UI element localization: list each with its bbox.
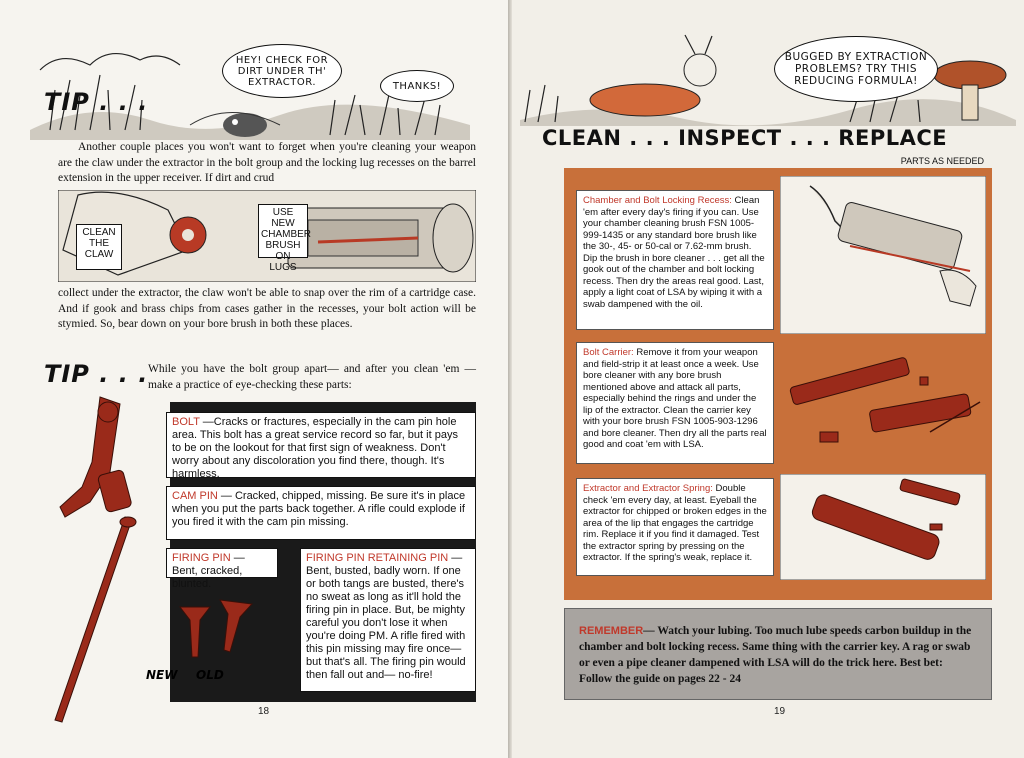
section-extractor-text: Double check 'em every day, at least. Eyeball the extractor for chipped or broken edges in the area of the lip that engages the cartridge rim. Replace it if you find it damaged. Test the extractor spring by pressing on the extractor. If the spring's weak, replace it. [583, 483, 767, 563]
page-number-right: 19 [774, 706, 786, 717]
chamber-brush-illustration [780, 176, 986, 334]
section-extractor-title: Extractor and Extractor Spring: [583, 483, 713, 494]
bolt-carrier-illustration [780, 342, 986, 466]
section-chamber [576, 190, 774, 330]
section-extractor [576, 478, 774, 576]
retaining-pin-old [220, 600, 252, 652]
callout-retaining-pin-text: — Bent, busted, badly worn. If one or both tangs are busted, there's no sweat as long as it'll hold the firing pin in place. But, be mighty careful you don't lose it when you're doing PM. A rifle fired with this pin missing may fire once— but that's all. The firing pin would then fall out and— no-fire! [306, 552, 466, 681]
extractor-illustration [780, 474, 986, 580]
bug-head [684, 54, 716, 86]
callout-retaining-pin-title: FIRING PIN RETAINING PIN [306, 552, 449, 564]
paragraph-intro: Another couple places you won't want to forget when you're cleaning your weapon are the claw under the extractor in the bolt group and the locking lug recesses on the barrel extension in the upper receiver. If dirt and crud [58, 141, 476, 184]
bug-cartoon-illustration [520, 30, 1016, 126]
tip-heading-2: TIP . . . [44, 360, 149, 388]
left-page [0, 0, 508, 758]
label-new: NEW [146, 668, 178, 682]
callout-bolt-title: BOLT [172, 416, 200, 428]
tip-heading-1: TIP . . . [44, 88, 149, 116]
headline: CLEAN . . . INSPECT . . . REPLACE [542, 126, 948, 150]
callout-cam-pin-text: — Cracked, chipped, missing. Be sure it's in place when you put the parts back together. A rifle could explode if you fired it with the cam pin missing. [172, 490, 466, 528]
speech-bubble-thanks: THANKS! [380, 70, 454, 102]
section-chamber-title: Chamber and Bolt Locking Recess: [583, 195, 732, 206]
remember-text: — Watch your lubing. Too much lube speeds carbon buildup in the chamber and bolt locking recess. Same thing with the carrier key. A rag or swab or even a pipe cleaner dampened with LSA will do the trick here. Best bet: Follow the guide on pages 22 - 24 [579, 625, 972, 685]
firing-pin-part [55, 517, 132, 722]
callout-firing-pin-text: — Bent, cracked, blunted. [172, 552, 245, 590]
cam-pin-part [97, 469, 132, 512]
bolt-carrier-part [789, 357, 910, 405]
subheadline: PARTS AS NEEDED [900, 156, 984, 166]
paragraph-collect: collect under the extractor, the claw won't be able to snap over the rim of a cartridge case. And if gook and brass chips from cases gather in the recesses, your bolt action will be stymied. So, bear down on your bore brush in both these places. [58, 287, 476, 330]
speech-bubble-bugged: BUGGED BY EXTRACTION PROBLEMS? TRY THIS REDUCING FORMULA! [774, 36, 938, 102]
section-carrier-text: Remove it from your weapon and field-strip it at least once a week. Use bore cleaner with any bore brush mentioned above and attack all parts, especially behind the rings and under the lip of the extractor. Clean the carrier key with your bore brush FSN 1005-903-1296 and bore cleaner. Then dry all the parts real good and coat 'em with LSA. [583, 347, 767, 450]
label-old: OLD [196, 668, 224, 682]
callout-firing-pin [166, 548, 278, 590]
callout-retaining-pin [300, 548, 476, 692]
section-carrier-title: Bolt Carrier: [583, 347, 634, 358]
label-clean-claw: CLEAN THE CLAW [76, 224, 122, 270]
retaining-pin-new [180, 607, 210, 657]
callout-cam-pin [166, 486, 476, 540]
remember-title: REMEMBER [579, 625, 644, 637]
remember-box [564, 608, 992, 700]
paragraph-eye-check: While you have the bolt group apart— and after you clean 'em — make a practice of eye-checking these parts: [148, 363, 476, 391]
label-use-brush: USE NEW CHAMBER BRUSH ON LUGS [258, 204, 308, 258]
page-number-left: 18 [258, 706, 270, 717]
section-chamber-text: Clean 'em after every day's firing if you can. Use your chamber cleaning brush FSN 1005-999-1435 or any standard bore brush like the 30-, 45- or 50-cal or 7.62-mm brush. Dip the brush in bore cleaner . . . get all the gook out of the chamber and bolt locking recess. Then dry the areas real good. Last, apply a light coat of LSA by wiping it with a swab dampened with the oil. [583, 195, 765, 310]
section-carrier [576, 342, 774, 464]
bug-body [590, 84, 700, 116]
callout-cam-pin-title: CAM PIN [172, 490, 218, 502]
callout-bolt [166, 412, 476, 478]
callout-firing-pin-title: FIRING PIN [172, 552, 231, 564]
right-page [512, 0, 1024, 758]
speech-bubble-check-dirt: HEY! CHECK FOR DIRT UNDER TH' EXTRACTOR. [222, 44, 342, 98]
callout-bolt-text: —Cracks or fractures, especially in the cam pin hole area. This bolt has a great service record so far, but it pays to be on the lookout for that first sign of weakness. Don't worry about any discoloration you find there, though. It's harmless. [172, 416, 458, 480]
